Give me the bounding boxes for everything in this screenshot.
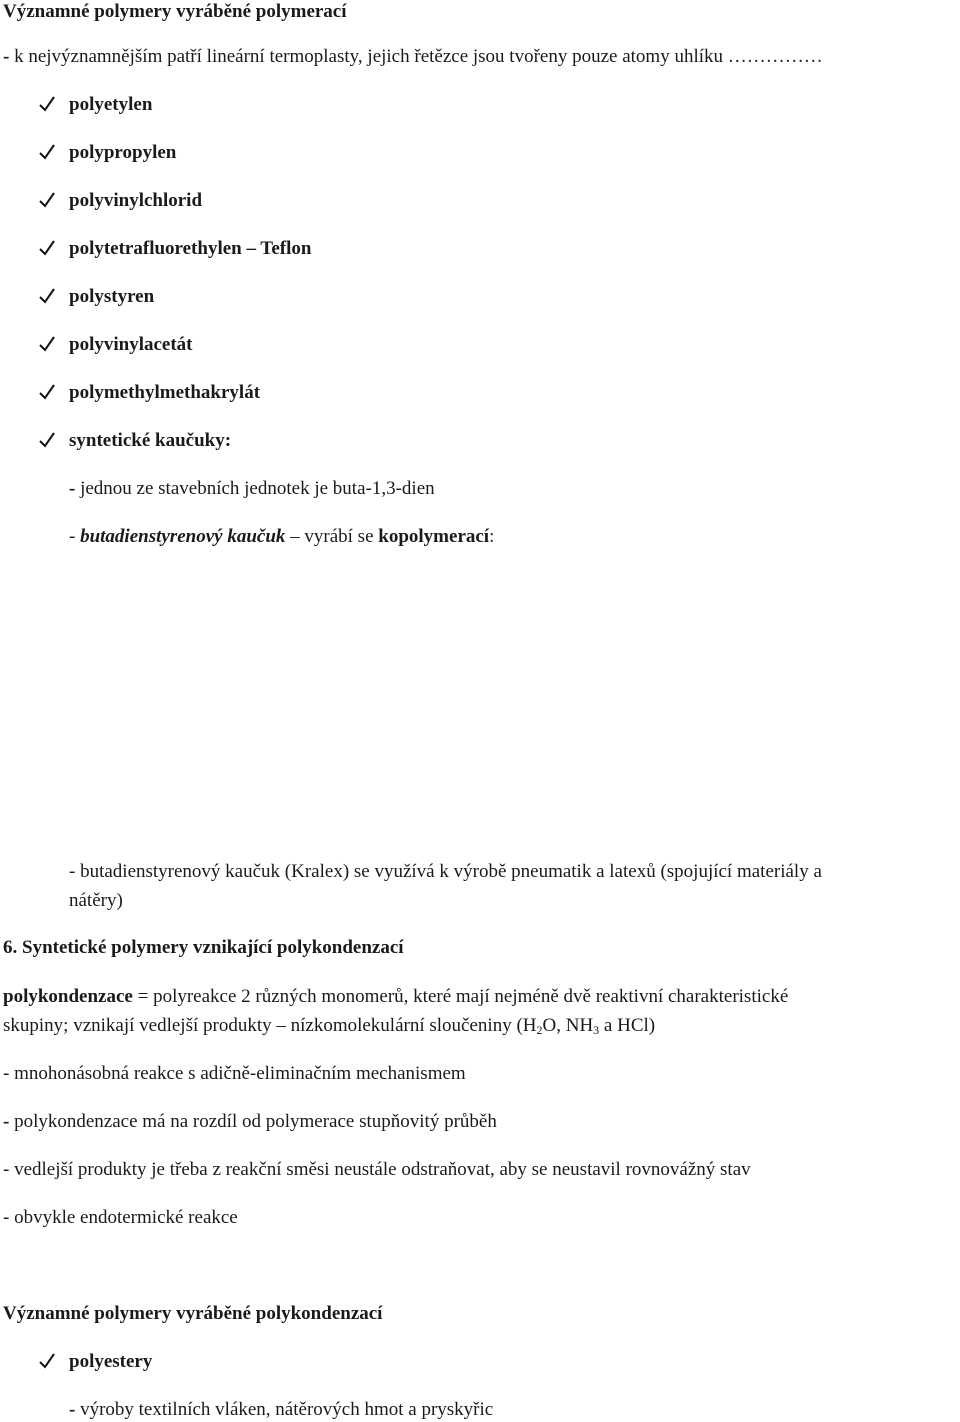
- paragraph-endothermic: - obvykle endotermické reakce: [3, 1207, 238, 1228]
- paragraph-byproducts: - vedlejší produkty je třeba z reakční směsi neustále odstraňovat, aby se neustavil rovnovážný stav: [3, 1159, 751, 1180]
- heading-polymerization: Významné polymery vyráběné polymerací: [3, 1, 347, 22]
- rubber-line-2: - butadienstyrenový kaučuk – vyrábí se kopolymerací:: [69, 526, 495, 547]
- list-item: polytetrafluorethylen – Teflon: [69, 238, 312, 259]
- checkmark-icon: [38, 143, 56, 161]
- definition-line-2: skupiny; vznikají vedlejší produkty – nízkomolekulární sloučeniny ($H_2O$, $NH_3$ a HCl): [3, 1015, 656, 1037]
- list-item: polyvinylchlorid: [69, 190, 203, 211]
- list-item: polyetylen: [69, 94, 153, 115]
- checkmark-icon: [38, 431, 56, 449]
- paragraph-mechanism: - mnohonásobná reakce s adičně-eliminačním mechanismem: [3, 1063, 466, 1084]
- intro-paragraph: [3, 45, 823, 69]
- checkmark-icon: [38, 1352, 56, 1370]
- list-item: polystyren: [69, 286, 155, 307]
- checkmark-icon: [38, 287, 56, 305]
- definition-line-1: polykondenzace = polyreakce 2 různých monomerů, které mají nejméně dvě reaktivní charakteristické: [3, 986, 789, 1007]
- checkmark-icon: [38, 95, 56, 113]
- list-item-polyesters: polyestery: [69, 1351, 153, 1372]
- checkmark-icon: [38, 383, 56, 401]
- checkmark-icon: [38, 335, 56, 353]
- paragraph-stepwise: - polykondenzace má na rozdíl od polymerace stupňovitý průběh: [3, 1111, 497, 1132]
- section-6-title: 6. Syntetické polymery vznikající polykondenzací: [3, 937, 404, 958]
- list-item: polyvinylacetát: [69, 334, 193, 355]
- intro-text: k nejvýznamnějším patří lineární termoplasty, jejich řetězce jsou tvořeny pouze atomy uhlíku ……………: [14, 46, 823, 67]
- heading-polycondensation: Významné polymery vyráběné polykondenzací: [3, 1303, 383, 1324]
- list-item: polymethylmethakrylát: [69, 382, 261, 403]
- polyester-use: - výroby textilních vláken, nátěrových hmot a pryskyřic: [69, 1399, 494, 1420]
- list-item: polypropylen: [69, 142, 177, 163]
- rubber-line-4: nátěry): [69, 890, 123, 911]
- rubber-line-1: - jednou ze stavebních jednotek je buta-1,3-dien: [69, 478, 435, 499]
- intro-dash: -: [3, 46, 15, 67]
- checkmark-icon: [38, 239, 56, 257]
- checkmark-icon: [38, 191, 56, 209]
- rubber-line-3: - butadienstyrenový kaučuk (Kralex) se využívá k výrobě pneumatik a latexů (spojující materiály a: [69, 861, 822, 882]
- list-item: syntetické kaučuky:: [69, 430, 232, 451]
